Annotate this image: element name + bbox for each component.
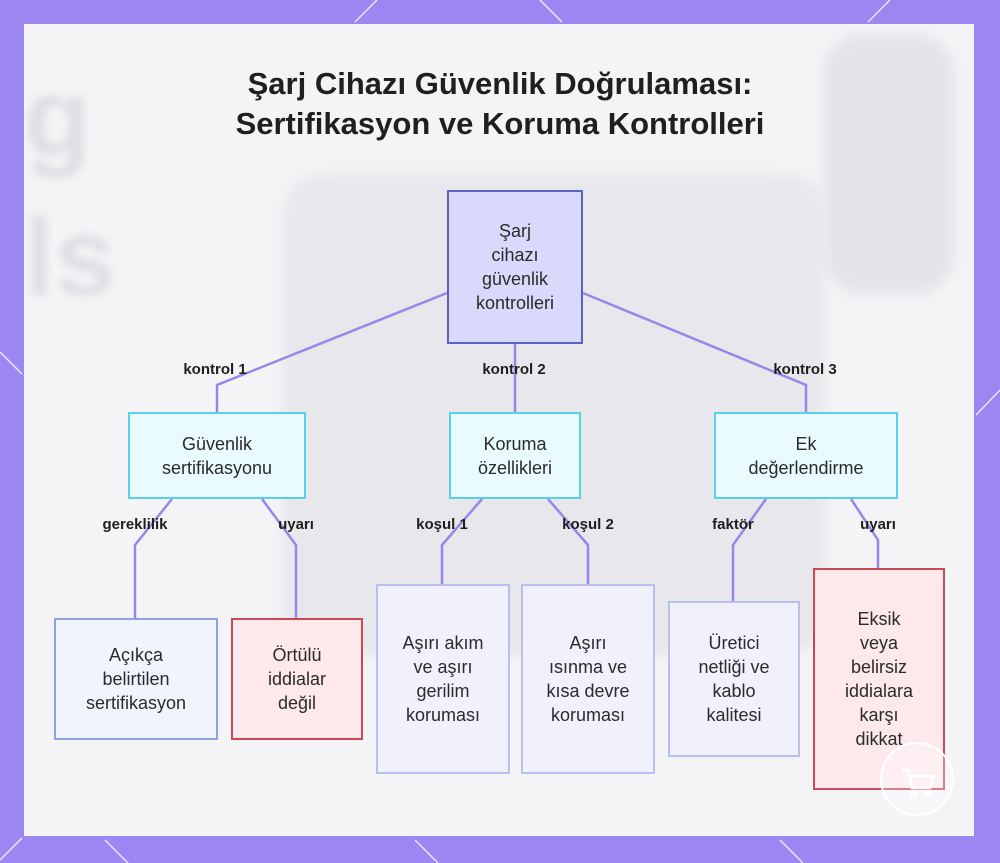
category-node-additional-evaluation: Ek değerlendirme: [714, 412, 898, 499]
background-blur-text: ls: [24, 196, 116, 319]
leaf-node-not-implied-claims: Örtülü iddialar değil: [231, 618, 363, 740]
background-blur-text: g: [24, 56, 92, 179]
category-node-security-certification: Güvenlik sertifikasyonu: [128, 412, 306, 499]
title-line-1: Şarj Cihazı Güvenlik Doğrulaması:: [247, 66, 753, 101]
edge-label-kosul-2: koşul 2: [562, 516, 614, 533]
edge-label-kontrol-3: kontrol 3: [773, 361, 837, 378]
edge-label-kosul-1: koşul 1: [416, 516, 468, 533]
edge-label-kontrol-1: kontrol 1: [183, 361, 247, 378]
edge-protection-to-overheat: [548, 499, 588, 584]
edge-label-uyari-1: uyarı: [278, 516, 314, 533]
cart-logo-badge: [880, 742, 954, 816]
root-node: [447, 190, 583, 344]
edge-root-to-evaluation: [583, 293, 806, 412]
edge-root-to-security: [217, 293, 447, 412]
leaf-node-overcurrent-overvoltage: Aşırı akım ve aşırı gerilim koruması: [376, 584, 510, 774]
edge-evaluation-to-manufacturer: [733, 499, 766, 601]
edge-protection-to-overcurrent: [442, 499, 482, 584]
cart-icon: [882, 744, 952, 814]
edge-label-uyari-2: uyarı: [860, 516, 896, 533]
edge-label-kontrol-2: kontrol 2: [482, 361, 546, 378]
edge-label-faktor: faktör: [712, 516, 754, 533]
leaf-node-overheat-shortcircuit: Aşırı ısınma ve kısa devre koruması: [521, 584, 655, 774]
leaf-node-manufacturer-cable-quality: Üretici netliği ve kablo kalitesi: [668, 601, 800, 757]
category-node-protection-features: Koruma özellikleri: [449, 412, 581, 499]
root-node-text: Şarj cihazı güvenlik kontrolleri: [475, 221, 555, 313]
leaf-node-explicit-certification: Açıkça belirtilen sertifikasyon: [54, 618, 218, 740]
edge-label-gereklilik: gereklilik: [102, 516, 168, 533]
edge-evaluation-to-warning: [851, 499, 878, 568]
leaf-node-vague-claims-warning: Eksik veya belirsiz iddialara karşı dikkat: [813, 568, 945, 790]
title-line-2: Sertifikasyon ve Koruma Kontrolleri: [235, 106, 765, 141]
